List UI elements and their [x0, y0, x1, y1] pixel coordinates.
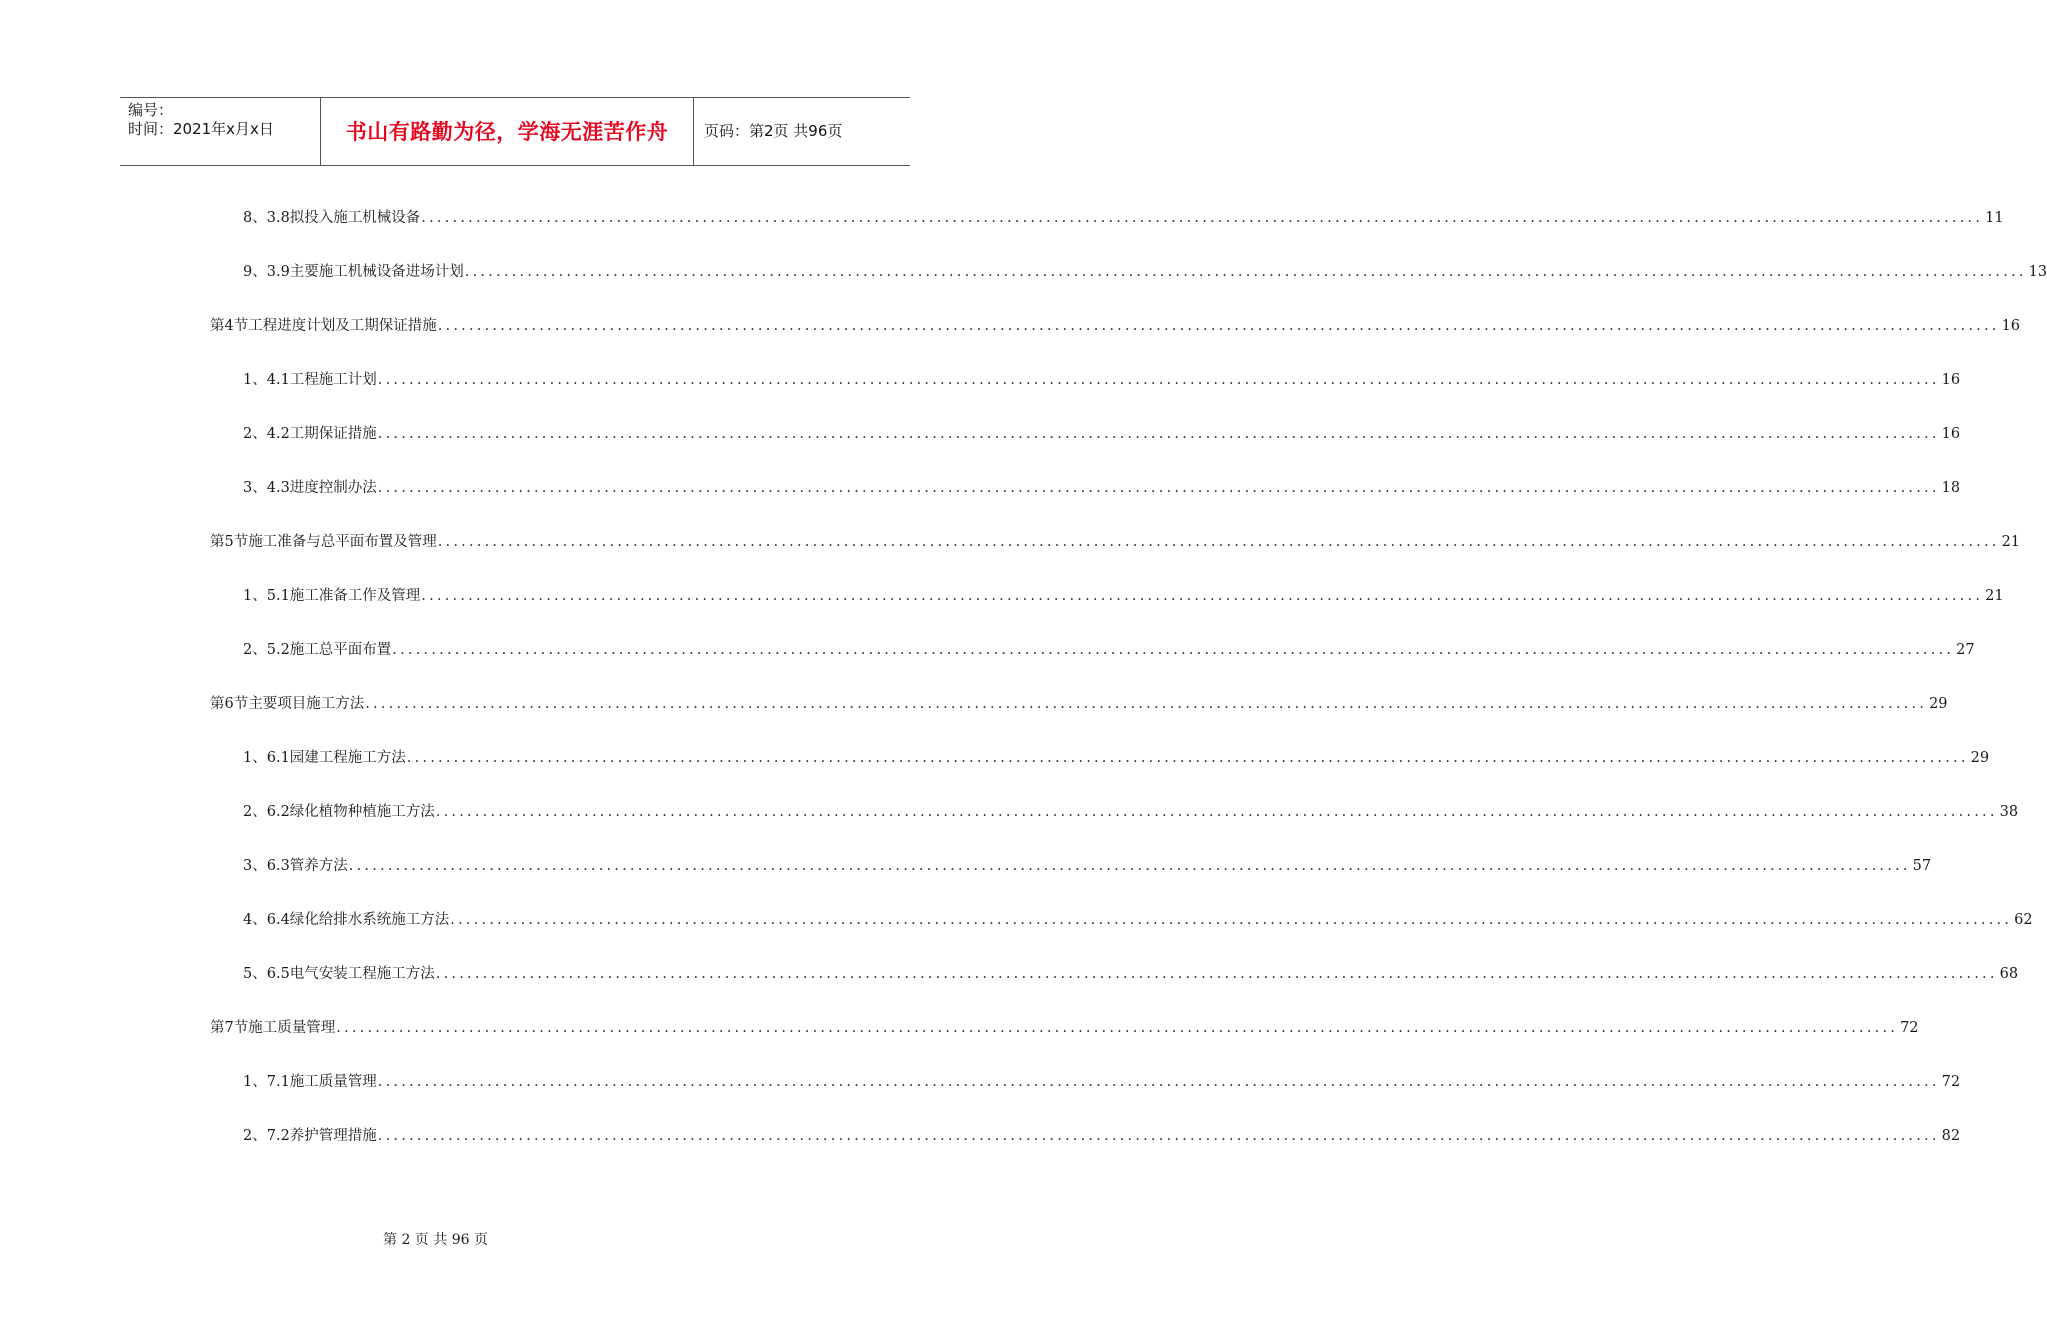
toc-leader-dots: ........................................................................................................................................................................................................	[435, 804, 1998, 820]
toc-entry-line	[243, 802, 2019, 822]
toc-entry-line	[243, 262, 2047, 282]
toc-entry-line	[243, 964, 2019, 984]
toc-entry[interactable]	[0, 802, 2019, 822]
toc-entry-page: 16	[2001, 318, 2021, 334]
toc-entry-title: 5.1施工准备工作及管理	[266, 588, 421, 604]
toc-entry-title: 3.9主要施工机械设备进场计划	[266, 264, 464, 280]
toc-leader-dots: ........................................................................................................................................................................................................	[392, 642, 1955, 658]
toc-entry-title: 4.3进度控制办法	[266, 480, 377, 496]
page-footer: 第 2 页 共 96 页	[383, 1232, 488, 1248]
toc-entry-page: 21	[2001, 534, 2021, 550]
toc-entry-line	[243, 1072, 1961, 1092]
toc-leader-dots: ........................................................................................................................................................................................................	[377, 1074, 1940, 1090]
toc-entry-page: 27	[1956, 642, 1975, 658]
toc-entry-title: 4.1工程施工计划	[266, 372, 377, 388]
toc-entry-page: 62	[2014, 912, 2033, 928]
toc-entry-line	[210, 694, 1948, 714]
toc-entry-title: 6.2绿化植物种植施工方法	[266, 804, 435, 820]
toc-leader-dots: ........................................................................................................................................................................................................	[377, 426, 1940, 442]
toc-entry-title: 主要项目施工方法	[248, 696, 365, 712]
toc-entry[interactable]	[0, 1018, 1919, 1038]
toc-leader-dots: ........................................................................................................................................................................................................	[406, 750, 1969, 766]
toc-entry-number: 第7节	[210, 1020, 249, 1036]
toc-entry-title: 6.3管养方法	[266, 858, 348, 874]
toc-leader-dots: ........................................................................................................................................................................................................	[365, 696, 1928, 712]
number-label: 编号：	[128, 101, 174, 119]
toc-entry-number: 2、	[243, 642, 267, 658]
toc-entry[interactable]	[0, 262, 2047, 282]
toc-leader-dots: ........................................................................................................................................................................................................	[377, 480, 1940, 496]
motto-text: 书山有路勤为径，学海无涯苦作舟	[345, 118, 669, 144]
toc-leader-dots: ........................................................................................................................................................................................................	[464, 264, 2027, 280]
toc-entry[interactable]	[0, 316, 2021, 336]
toc-entry-page: 68	[1999, 966, 2019, 982]
toc-entry-number: 8、	[243, 210, 267, 226]
toc-entry-page: 21	[1985, 588, 2004, 604]
toc-entry[interactable]	[0, 370, 1961, 390]
toc-entry-title: 施工质量管理	[248, 1020, 336, 1036]
toc-leader-dots: ........................................................................................................................................................................................................	[450, 912, 2013, 928]
toc-entry-number: 第6节	[210, 696, 249, 712]
toc-leader-dots: ........................................................................................................................................................................................................	[377, 1128, 1940, 1144]
toc-entry-line	[243, 910, 2033, 930]
toc-entry-line	[243, 586, 2004, 606]
toc-entry-number: 3、	[243, 480, 267, 496]
toc-entry-line	[210, 532, 2021, 552]
header-meta	[120, 98, 321, 165]
toc-entry[interactable]	[0, 856, 1932, 876]
toc-entry-title: 4.2工期保证措施	[266, 426, 377, 442]
toc-entry-title: 6.4绿化给排水系统施工方法	[266, 912, 450, 928]
toc-entry-title: 工程进度计划及工期保证措施	[248, 318, 437, 334]
toc-leader-dots: ........................................................................................................................................................................................................	[421, 588, 1984, 604]
toc-entry[interactable]	[0, 532, 2021, 552]
toc-entry-line	[243, 748, 1990, 768]
toc-entry-title: 6.5电气安装工程施工方法	[266, 966, 435, 982]
toc-leader-dots: ........................................................................................................................................................................................................	[336, 1020, 1899, 1036]
toc-entry-number: 3、	[243, 858, 267, 874]
toc-entry-page: 11	[1985, 210, 2004, 226]
toc-entry[interactable]	[0, 964, 2019, 984]
toc-entry-line	[210, 316, 2021, 336]
toc-entry-number: 2、	[243, 804, 267, 820]
toc-entry[interactable]	[0, 208, 2004, 228]
time-label: 时间：2021年x月x日	[128, 120, 274, 138]
toc-leader-dots: ........................................................................................................................................................................................................	[377, 372, 1940, 388]
toc-entry-line	[243, 640, 1975, 660]
toc-entry-number: 2、	[243, 1128, 267, 1144]
toc-entry-title: 3.8拟投入施工机械设备	[266, 210, 421, 226]
toc-entry-page: 72	[1941, 1074, 1961, 1090]
toc-leader-dots: ........................................................................................................................................................................................................	[421, 210, 1984, 226]
toc-entry[interactable]	[0, 586, 2004, 606]
toc-entry-page: 29	[1970, 750, 1990, 766]
toc-entry-page: 13	[2028, 264, 2047, 280]
toc-leader-dots: ........................................................................................................................................................................................................	[435, 966, 1998, 982]
toc-leader-dots: ........................................................................................................................................................................................................	[437, 534, 2000, 550]
toc-entry-line	[210, 1018, 1919, 1038]
toc-entry-number: 9、	[243, 264, 267, 280]
page-header	[120, 97, 910, 166]
toc-entry-page: 72	[1900, 1020, 1919, 1036]
toc-entry-number: 2、	[243, 426, 267, 442]
toc-entry[interactable]	[0, 910, 2033, 930]
toc-entry-line	[243, 208, 2004, 228]
toc-entry-page: 38	[1999, 804, 2019, 820]
header-page-info: 页码：第2页 共96页	[704, 122, 843, 140]
toc-entry[interactable]	[0, 1126, 1961, 1146]
toc-entry-page: 82	[1941, 1128, 1961, 1144]
toc-entry-number: 1、	[243, 1074, 267, 1090]
toc-entry-title: 7.1施工质量管理	[266, 1074, 377, 1090]
toc-entry-line	[243, 856, 1932, 876]
toc-entry-title: 施工准备与总平面布置及管理	[248, 534, 437, 550]
toc-leader-dots: ........................................................................................................................................................................................................	[348, 858, 1911, 874]
toc-entry-number: 5、	[243, 966, 267, 982]
toc-entry[interactable]	[0, 424, 1961, 444]
toc-entry-number: 第4节	[210, 318, 249, 334]
toc-entry-number: 1、	[243, 750, 267, 766]
toc-leader-dots: ........................................................................................................................................................................................................	[437, 318, 2000, 334]
toc-entry-title: 7.2养护管理措施	[266, 1128, 377, 1144]
toc-entry[interactable]	[0, 1072, 1961, 1092]
toc-entry-line	[243, 424, 1961, 444]
toc-entry[interactable]	[0, 694, 1948, 714]
toc-entry-title: 6.1园建工程施工方法	[266, 750, 406, 766]
toc-entry-page: 16	[1941, 426, 1961, 442]
toc-entry-title: 5.2施工总平面布置	[266, 642, 392, 658]
toc-entry-line	[243, 478, 1961, 498]
toc-entry-line	[243, 1126, 1961, 1146]
toc-entry[interactable]	[0, 640, 1975, 660]
toc-entry-page: 18	[1941, 480, 1961, 496]
toc-entry-number: 4、	[243, 912, 267, 928]
header-motto-cell	[321, 98, 694, 165]
toc-entry-number: 1、	[243, 588, 267, 604]
toc-entry-page: 16	[1941, 372, 1961, 388]
toc-entry-page: 29	[1929, 696, 1948, 712]
toc-entry-number: 第5节	[210, 534, 249, 550]
toc-entry-number: 1、	[243, 372, 267, 388]
toc-entry[interactable]	[0, 748, 1990, 768]
toc-entry-page: 57	[1912, 858, 1932, 874]
toc-entry-line	[243, 370, 1961, 390]
toc-entry[interactable]	[0, 478, 1961, 498]
